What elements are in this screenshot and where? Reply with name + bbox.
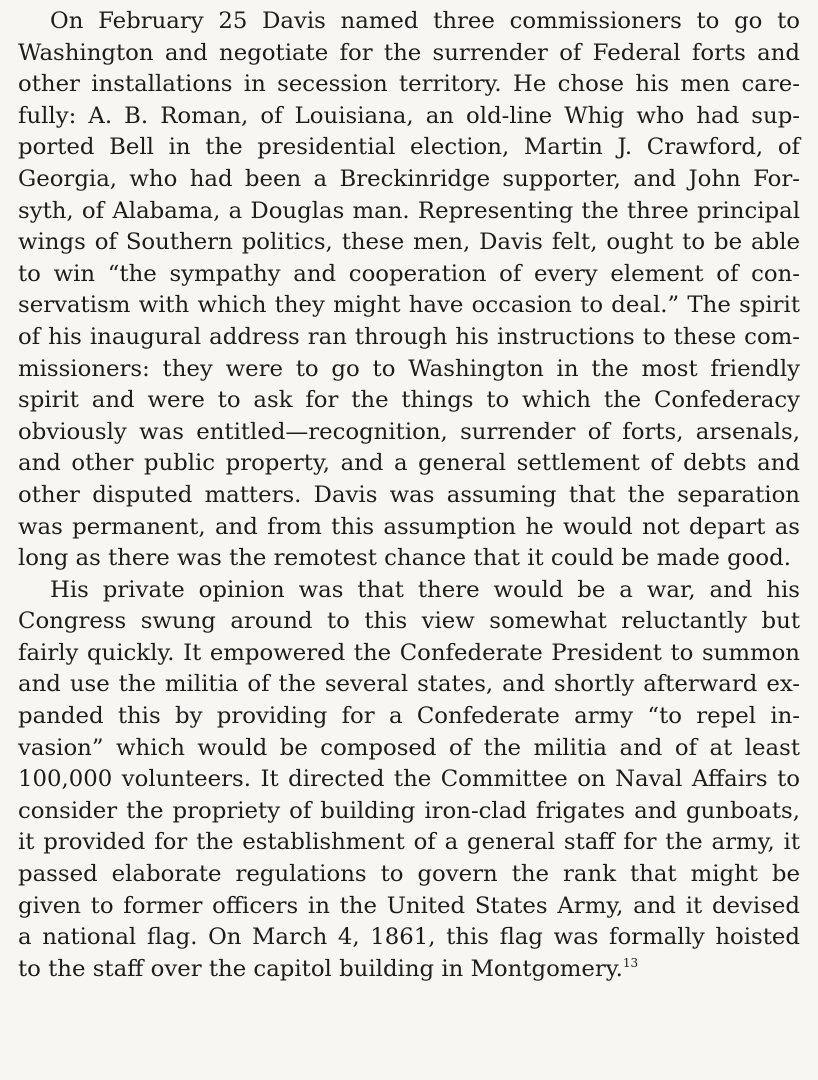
text-line: On February 25 Davis named three commissioners to go to bbox=[50, 8, 800, 34]
text-line: Washington and negotiate for the surrender of Federal forts and bbox=[18, 39, 800, 66]
text-line: it provided for the establishment of a general staff for the army, it bbox=[18, 829, 800, 856]
text-line: servatism with which they might have occasion to deal.” The spirit bbox=[18, 292, 800, 319]
paragraph-war-preparations bbox=[18, 575, 800, 986]
text-line: missioners: they were to go to Washington in the most friendly bbox=[18, 355, 800, 382]
text-line: was permanent, and from this assumption he would not depart as bbox=[18, 513, 800, 540]
text-line: long as there was the remotest chance that it could be made good. bbox=[18, 545, 791, 572]
text-line: syth, of Alabama, a Douglas man. Representing the three principal bbox=[18, 197, 800, 224]
text-line: obviously was entitled—recognition, surrender of forts, arsenals, bbox=[18, 418, 800, 445]
text-line: and use the militia of the several states, and shortly afterward ex- bbox=[18, 671, 800, 698]
text-line: a national flag. On March 4, 1861, this flag was formally hoisted bbox=[18, 924, 800, 951]
footnote-marker: 13 bbox=[622, 955, 639, 970]
text-line: vasion” which would be composed of the militia and of at least bbox=[18, 734, 800, 761]
text-line: of his inaugural address ran through his instructions to these com- bbox=[18, 323, 800, 350]
text-line-content: to the staff over the capitol building in Montgomery. bbox=[18, 955, 623, 982]
text-line: His private opinion was that there would be a war, and his bbox=[50, 576, 800, 603]
text-line: Congress swung around to this view somewhat reluctantly but bbox=[18, 608, 800, 635]
text-line: ported Bell in the presidential election, Martin J. Crawford, of bbox=[18, 134, 800, 161]
text-line: 100,000 volunteers. It directed the Committee on Naval Affairs to bbox=[18, 766, 800, 793]
text-line: to win “the sympathy and cooperation of every element of con- bbox=[18, 260, 800, 287]
text-line: panded this by providing for a Confederate army “to repel in- bbox=[18, 703, 800, 730]
text-line: other disputed matters. Davis was assuming that the separation bbox=[18, 481, 800, 508]
text-line: and other public property, and a general settlement of debts and bbox=[18, 450, 800, 477]
text-line: wings of Southern politics, these men, Davis felt, ought to be able bbox=[18, 229, 800, 256]
text-line: fully: A. B. Roman, of Louisiana, an old-line Whig who had sup- bbox=[18, 102, 800, 129]
text-line: Georgia, who had been a Breckinridge supporter, and John For- bbox=[18, 165, 800, 192]
book-page bbox=[18, 6, 800, 985]
text-line: fairly quickly. It empowered the Confederate President to summon bbox=[18, 639, 800, 666]
text-line: given to former officers in the United States Army, and it devised bbox=[18, 892, 800, 919]
text-line: spirit and were to ask for the things to which the Confederacy bbox=[18, 387, 800, 414]
text-line: other installations in secession territory. He chose his men care- bbox=[18, 71, 800, 98]
text-line bbox=[18, 954, 800, 986]
paragraph-commissioners bbox=[18, 6, 800, 575]
text-line: consider the propriety of building iron-clad frigates and gunboats, bbox=[18, 797, 800, 824]
text-line: passed elaborate regulations to govern the rank that might be bbox=[18, 861, 800, 888]
